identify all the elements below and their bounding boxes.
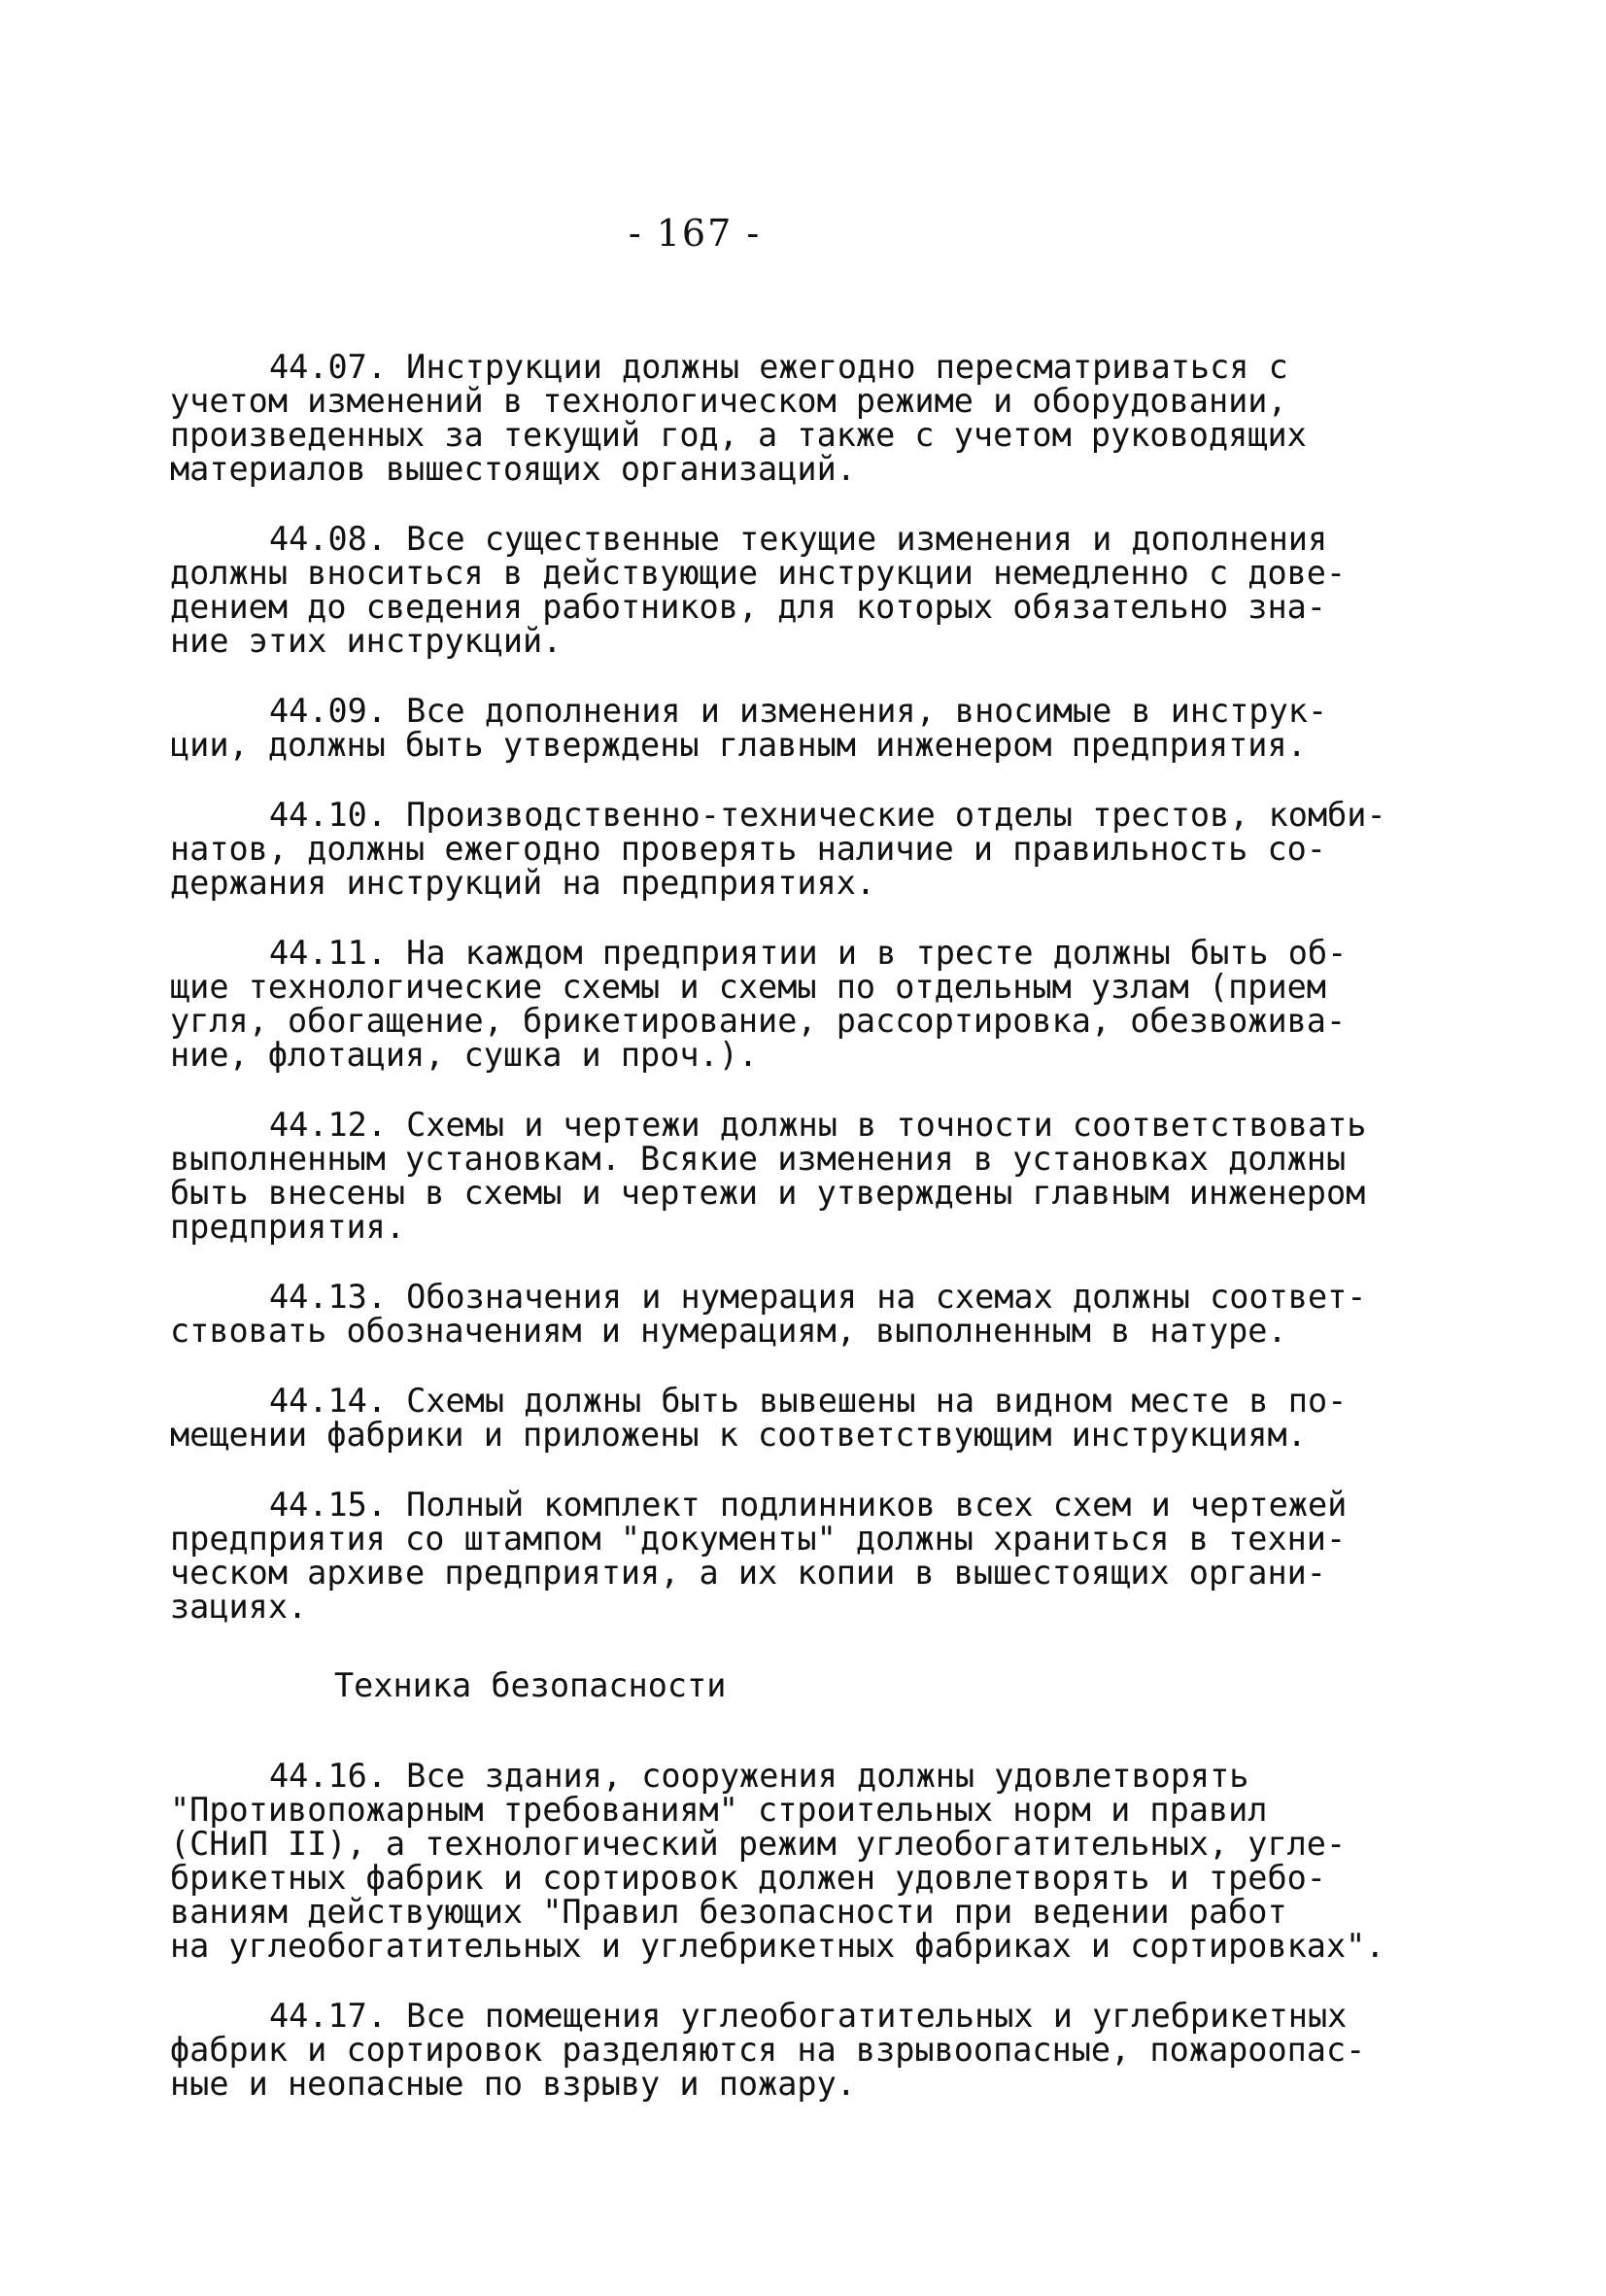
text-line: быть внесены в схемы и чертежи и утверждены главным инженером: [170, 1174, 1366, 1212]
text-line: предприятия со штампом "документы" должны храниться в техни-: [170, 1520, 1347, 1558]
text-line: фабрик и сортировок разделяются на взрывоопасные, пожароопас-: [170, 2031, 1366, 2069]
text-line: ции, должны быть утверждены главным инженером предприятия.: [170, 726, 1307, 764]
text-line: 44.17. Все помещения углеобогатительных и углебрикетных: [269, 1997, 1348, 2035]
text-line: 44.13. Обозначения и нумерация на схемах должны соответ-: [269, 1278, 1367, 1316]
text-line: произведенных за текущий год, а также с учетом руководящих: [170, 416, 1307, 454]
page-number: - 167 -: [628, 212, 762, 255]
paragraph-44-11: [170, 936, 1433, 1072]
text-line: должны вноситься в действующие инструкции немедленно с дове-: [170, 554, 1347, 592]
text-line: зациях.: [170, 1588, 308, 1626]
text-line: брикетных фабрик и сортировок должен удовлетворять и требо-: [170, 1859, 1326, 1897]
text-line: 44.12. Схемы и чертежи должны в точности соответствовать: [269, 1106, 1367, 1144]
text-line: мещении фабрики и приложены к соответствующим инструкциям.: [170, 1416, 1307, 1454]
text-line: 44.09. Все дополнения и изменения, вносимые в инструк-: [269, 692, 1328, 730]
text-line: угля, обогащение, брикетирование, рассортировка, обезвожива-: [170, 1002, 1347, 1040]
text-line: 44.08. Все существенные текущие изменения и дополнения: [269, 520, 1328, 558]
text-line: щие технологические схемы и схемы по отдельным узлам (прием: [170, 968, 1326, 1006]
text-line: (СНиП II), а технологический режим углеобогатительных, угле-: [170, 1825, 1347, 1863]
text-line: учетом изменений в технологическом режиме и оборудовании,: [170, 382, 1287, 420]
text-line: выполненным установкам. Всякие изменения в установках должны: [170, 1140, 1347, 1178]
paragraph-44-10: [170, 798, 1433, 900]
text-line: на углеобогатительных и углебрикетных фабриках и сортировках".: [170, 1927, 1385, 1965]
text-line: дением до сведения работников, для которых обязательно зна-: [170, 588, 1326, 626]
text-line: ствовать обозначениям и нумерациям, выполненным в натуре.: [170, 1312, 1287, 1350]
text-line: ваниям действующих "Правил безопасности при ведении работ: [170, 1893, 1287, 1931]
section-heading: Техника безопасности: [334, 1666, 727, 1704]
text-line: "Противопожарным требованиям" строительных норм и правил: [170, 1791, 1268, 1829]
text-line: 44.14. Схемы должны быть вывешены на видном месте в по-: [269, 1382, 1348, 1420]
paragraph-44-09: [170, 694, 1433, 762]
paragraph-44-12: [170, 1108, 1433, 1244]
paragraph-44-17: [170, 1999, 1433, 2101]
text-line: 44.10. Производственно-технические отделы трестов, комби-: [269, 796, 1386, 834]
document-body: [170, 350, 1433, 2137]
paragraph-44-14: [170, 1384, 1433, 1452]
text-line: ние, флотация, сушка и проч.).: [170, 1036, 759, 1074]
text-line: материалов вышестоящих организаций.: [170, 450, 856, 488]
text-line: натов, должны ежегодно проверять наличие и правильность со-: [170, 830, 1326, 868]
text-line: 44.15. Полный комплект подлинников всех схем и чертежей: [269, 1486, 1348, 1524]
text-line: ные и неопасные по взрыву и пожару.: [170, 2065, 856, 2103]
paragraph-44-16: [170, 1759, 1433, 1963]
paragraph-44-13: [170, 1280, 1433, 1348]
text-line: 44.16. Все здания, сооружения должны удовлетворять: [269, 1757, 1249, 1795]
text-line: ние этих инструкций.: [170, 622, 563, 660]
paragraph-44-07: [170, 350, 1433, 486]
paragraph-44-08: [170, 522, 1433, 658]
paragraph-44-15: [170, 1488, 1433, 1624]
text-line: ческом архиве предприятия, а их копии в вышестоящих органи-: [170, 1554, 1326, 1592]
text-line: 44.07. Инструкции должны ежегодно пересматриваться с: [269, 348, 1288, 386]
text-line: 44.11. На каждом предприятии и в тресте должны быть об-: [269, 934, 1348, 972]
text-line: предприятия.: [170, 1208, 406, 1246]
text-line: держания инструкций на предприятиях.: [170, 864, 876, 902]
